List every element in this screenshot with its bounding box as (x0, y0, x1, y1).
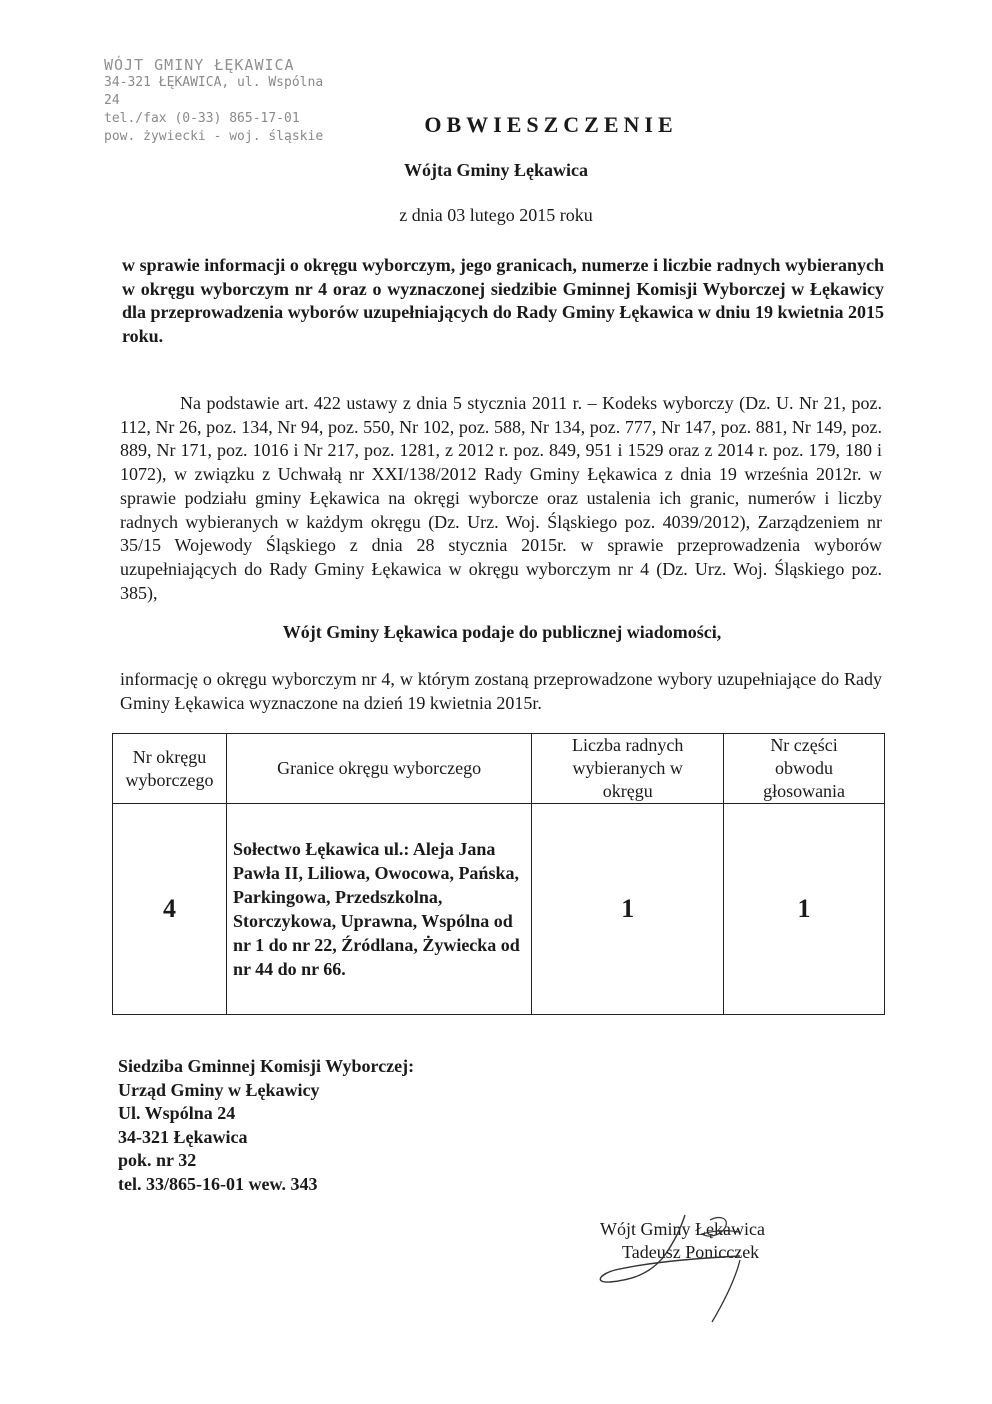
seat-office: Urząd Gminy w Łękawicy (118, 1079, 320, 1100)
stamp-line-region: pow. żywiecki - woj. śląskie (104, 129, 324, 144)
seat-room: pok. nr 32 (118, 1150, 197, 1170)
seat-postal-code: 34-321 Łękawica (118, 1126, 248, 1147)
signer-name: Tadeusz Ponicczek (622, 1242, 760, 1262)
legal-basis-text: Na podstawie art. 422 ustawy z dnia 5 stycznia 2011 r. – Kodeks wyborczy (Dz. U. Nr 21, poz. 112, Nr 26, poz. 134, Nr 94, poz. 550, Nr 102, poz. 588, Nr 134, poz. 777, Nr 147, poz. 881, Nr 149, poz. 889, Nr 171, poz. 1016 i Nr 217, poz. 1281, z 2012 r. poz. 849, 951 i 1529 oraz z 2014 r. poz. 179, 180 i 1072), w związku z Uchwałą nr XXI/138/2012 Rady Gminy Łękawica z dnia 19 września 2012r. w sprawie podziału gminy Łękawica na okręgi wyborcze oraz ustalenia ich granic, numerów i liczby radnych wybieranych w każdym okręgu (Dz. Urz. Woj. Śląskiego poz. 4039/2012), Zarządzeniem nr 35/15 Wojewody Śląskiego z dnia 28 stycznia 2015r. w sprawie przeprowadzenia wyborów uzupełniających do Rady Gminy Łękawica w okręgu wyborczym nr 4 (Dz. Urz. Woj. Śląskiego poz. 385), (120, 393, 882, 603)
district-table (112, 733, 885, 1015)
handwritten-signature (590, 1200, 790, 1330)
header-district-number: Nr okręgu wyborczego (113, 734, 227, 804)
seat-street: Ul. Wspólna 24 (118, 1103, 236, 1123)
document-date: z dnia 03 lutego 2015 roku (399, 205, 593, 225)
cell-district-boundaries: Sołectwo Łękawica ul.: Aleja Jana Pawła II, Liliowa, Owocowa, Pańska, Parkingowa, Przedszkolna, Storczykowa, Uprawna, Wspólna od nr 1 do nr 22, Źródlana, Żywiecka od nr 44 do nr 66. (226, 804, 531, 1015)
cell-polling-part-number: 1 (724, 804, 885, 1015)
header-councillors-count: Liczba radnych wybieranych w okręgu (532, 734, 724, 804)
document-subject: w sprawie informacji o okręgu wyborczym, jego granicach, numerze i liczbie radnych wybieranych w okręgu wyborczym nr 4 oraz o wyznaczonej siedzibie Gminnej Komisji Wyborczej w Łękawicy dla przeprowadzenia wyborów uzupełniających do Rady Gminy Łękawica w dniu 19 kwietnia 2015 roku. (122, 255, 884, 346)
document-author: Wójta Gminy Łękawica (404, 160, 588, 180)
document-title: OBWIESZCZENIE (424, 112, 678, 137)
information-paragraph: informację o okręgu wyborczym nr 4, w którym zostaną przeprowadzone wybory uzupełniające do Rady Gminy Łękawica wyznaczone na dzień 19 kwietnia 2015r. (120, 669, 882, 713)
cell-district-number: 4 (113, 804, 227, 1015)
legal-basis-paragraph (120, 392, 882, 605)
stamp-line-office: WÓJT GMINY ŁĘKAWICA (104, 56, 295, 74)
stamp-line-address: 34-321 ŁĘKAWICA, ul. Wspólna 24 (104, 75, 324, 108)
commission-seat-block (118, 1055, 518, 1196)
seat-heading: Siedziba Gminnej Komisji Wyborczej: (118, 1056, 415, 1076)
header-district-boundaries: Granice okręgu wyborczego (226, 734, 531, 804)
cell-councillors-count: 1 (532, 804, 724, 1015)
stamp-line-phone: tel./fax (0-33) 865-17-01 (104, 111, 300, 126)
table-row (113, 804, 885, 1015)
announcement-heading: Wójt Gminy Łękawica podaje do publicznej wiadomości, (282, 622, 722, 642)
signer-role: Wójt Gminy Łękawica (600, 1219, 765, 1239)
header-polling-part-number: Nr części obwodu głosowania (724, 734, 885, 804)
seat-phone: tel. 33/865-16-01 wew. 343 (118, 1173, 318, 1194)
table-header-row (113, 734, 885, 804)
